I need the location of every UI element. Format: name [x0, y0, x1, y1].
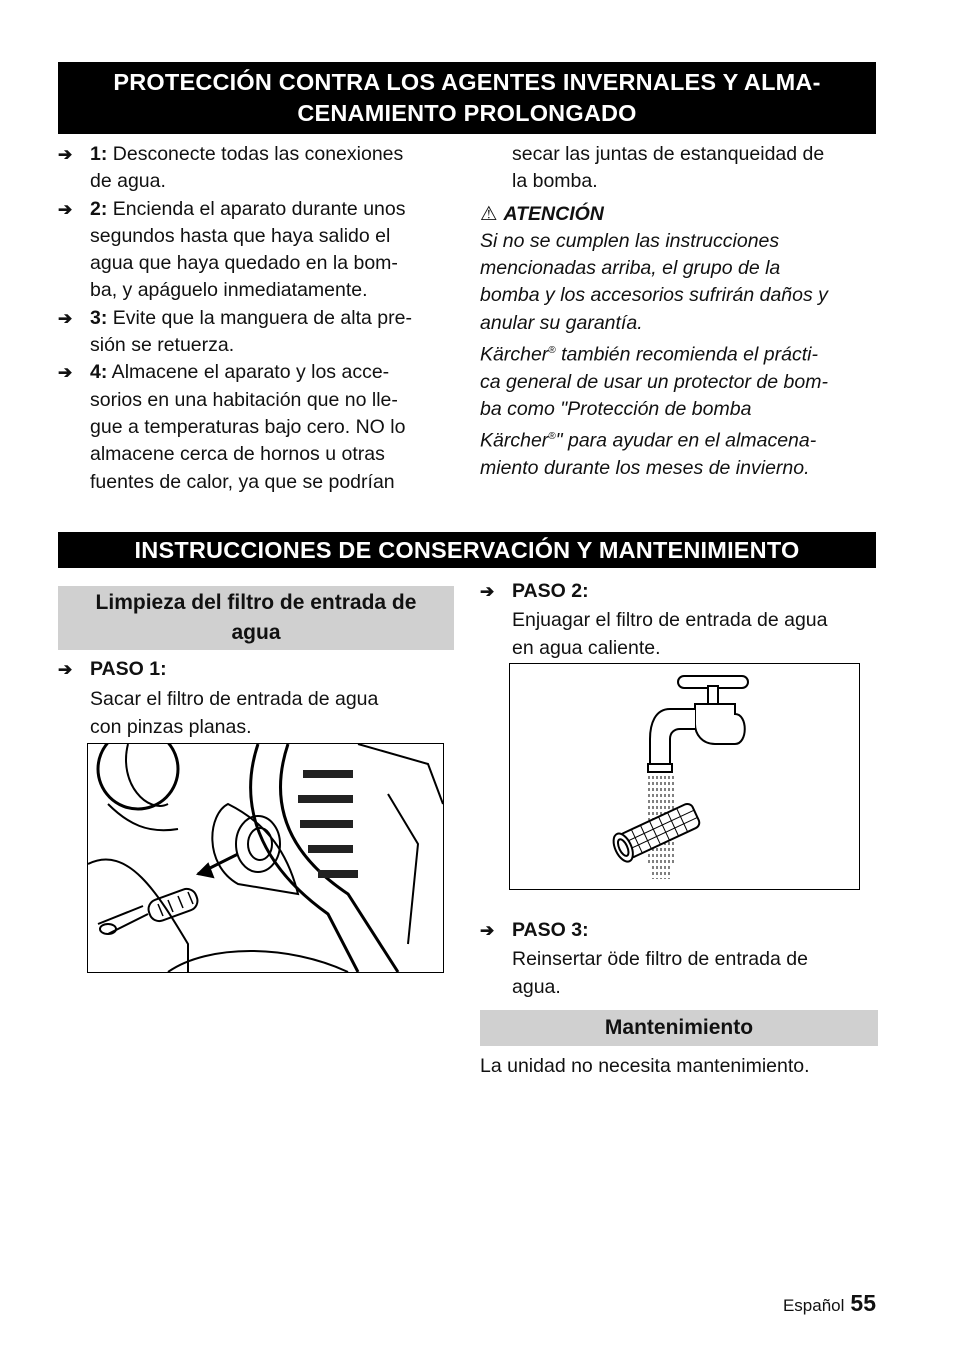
step-text: sorios en una habitación que no lle- — [90, 388, 398, 411]
step-3 — [58, 305, 458, 360]
paso-label: PASO 2: — [512, 580, 589, 602]
banner-title-line1: PROTECCIÓN CONTRA LOS AGENTES INVERNALES Y ALMA- — [113, 69, 821, 95]
subheading-line: agua — [231, 620, 281, 644]
step-1 — [58, 141, 458, 196]
banner-title-line2: CENAMIENTO PROLONGADO — [297, 100, 637, 126]
arrow-right-icon: ➔ — [480, 921, 495, 940]
arrow-right-icon: ➔ — [58, 660, 73, 679]
warning-line: Si no se cumplen las instrucciones — [480, 229, 780, 252]
step-text: Desconecte todas las conexiones — [107, 143, 404, 165]
paso-3 — [480, 917, 880, 1001]
subheading-maintenance: Mantenimiento — [480, 1010, 878, 1046]
subheading-line: Limpieza del filtro de entrada de — [95, 591, 417, 614]
arrow-right-icon: ➔ — [58, 363, 73, 383]
warning-heading — [480, 201, 880, 228]
page-number: 55 — [850, 1290, 876, 1316]
filter-rinse-illustration — [509, 663, 860, 890]
maintenance-text: La unidad no necesita mantenimiento. — [480, 1055, 810, 1077]
step-number: 3: — [90, 306, 108, 329]
warning-line: anular su garantía. — [480, 311, 643, 334]
step-number: 1: — [90, 143, 108, 165]
registered-mark: ® — [548, 345, 556, 357]
registered-mark: ® — [548, 431, 556, 443]
warning-text — [480, 228, 880, 483]
brand-name: Kärcher — [480, 429, 549, 452]
step-text: Almacene el aparato y los acce- — [107, 361, 390, 384]
warning-triangle-icon: ⚠ — [480, 202, 498, 225]
warning-line: miento durante los meses de invierno. — [480, 457, 810, 480]
step-text: Encienda el aparato durante unos — [107, 197, 406, 220]
step-text: gue a temperaturas bajo cero. NO lo — [90, 415, 406, 438]
paso-text: con pinzas planas. — [90, 715, 252, 738]
paso-2 — [480, 578, 880, 662]
arrow-right-icon: ➔ — [480, 582, 495, 601]
section-banner-maintenance: INSTRUCCIONES DE CONSERVACIÓN Y MANTENIMIENTO — [58, 532, 876, 568]
paso-text: Enjuagar el filtro de entrada de agua — [512, 609, 828, 632]
brand-name: Kärcher — [480, 343, 549, 366]
warning-line: ba como "Protección de bomba — [480, 398, 752, 421]
paso-text: agua. — [512, 975, 561, 998]
paso-label: PASO 1: — [90, 658, 167, 680]
step-number: 4: — [90, 361, 108, 384]
winter-right-column — [480, 141, 880, 483]
step-text: almacene cerca de hornos u otras — [90, 443, 385, 466]
step-text: fuentes de calor, ya que se podrían — [90, 470, 395, 493]
paso-1 — [58, 656, 458, 741]
page-footer — [783, 1290, 876, 1317]
step-number: 2: — [90, 197, 108, 220]
step-text: de agua. — [90, 170, 166, 193]
subheading-filter-cleaning — [58, 586, 454, 650]
arrow-right-icon: ➔ — [58, 199, 73, 219]
warning-line: ca general de usar un protector de bom- — [480, 370, 828, 393]
section-banner-winter-storage — [58, 62, 876, 134]
warning-line: mencionadas arriba, el grupo de la — [480, 257, 781, 280]
step-text: agua que haya quedado en la bom- — [90, 252, 398, 275]
warning-line: bomba y los accesorios sufrirán daños y — [480, 284, 828, 307]
arrow-right-icon: ➔ — [58, 308, 73, 328]
paso-text: Sacar el filtro de entrada de agua — [90, 688, 379, 711]
arrow-right-icon: ➔ — [58, 145, 73, 164]
winter-steps-column — [58, 141, 458, 496]
step-text: ba, y apáguelo inmediatamente. — [90, 279, 368, 302]
continuation-line: la bomba. — [512, 170, 598, 193]
warning-line: también recomienda el prácti- — [555, 343, 818, 366]
step-2 — [58, 196, 458, 305]
step-4-continuation — [480, 141, 880, 196]
step-text: sión se retuerza. — [90, 334, 235, 357]
paso-text: Reinsertar öde filtro de entrada de — [512, 948, 808, 971]
filter-removal-illustration — [87, 743, 444, 973]
step-4 — [58, 359, 458, 495]
step-text: Evite que la manguera de alta pre- — [107, 306, 412, 329]
paso-text: en agua caliente. — [512, 636, 661, 659]
warning-title: ATENCIÓN — [503, 202, 604, 225]
warning-line: " para ayudar en el almacena- — [555, 429, 817, 452]
footer-language: Español — [782, 1296, 845, 1315]
paso-label: PASO 3: — [512, 919, 589, 941]
continuation-line: secar las juntas de estanqueidad de — [512, 143, 825, 165]
step-text: segundos hasta que haya salido el — [90, 224, 391, 247]
